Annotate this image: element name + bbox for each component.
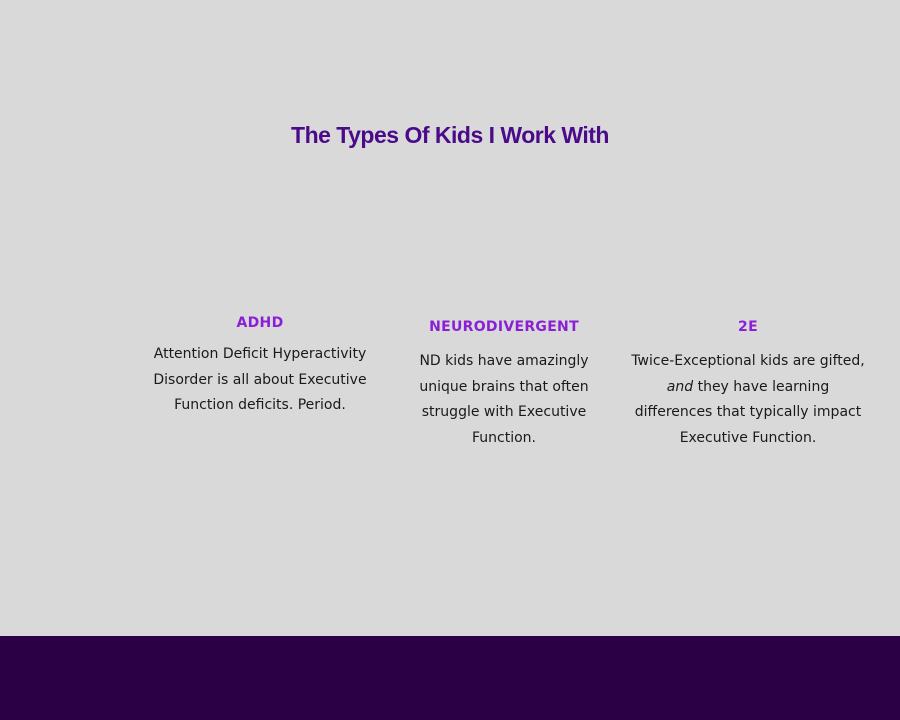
- section-title: The Types Of Kids I Work With: [291, 122, 609, 148]
- card-description: ND kids have amazingly unique brains that often struggle with Executive Function.: [419, 353, 589, 446]
- card-heading: 2E: [738, 319, 758, 335]
- footer-band: [0, 636, 900, 720]
- card-description: Attention Deficit Hyperactivity Disorder is all about Executive Function deficits. Period.: [153, 346, 367, 414]
- card-description-end: they have learning differences that typically impact Executive Function.: [634, 378, 862, 446]
- card-heading: NEURODIVERGENT: [429, 319, 579, 335]
- card-neurodivergent: [394, 319, 614, 451]
- card-description-emphasis: and: [666, 378, 694, 395]
- card-heading: ADHD: [236, 315, 284, 331]
- card-2e: [628, 319, 868, 451]
- card-adhd: [140, 315, 380, 419]
- card-description-start: Twice-Exceptional kids are gifted,: [631, 353, 865, 369]
- card-description: [628, 349, 868, 451]
